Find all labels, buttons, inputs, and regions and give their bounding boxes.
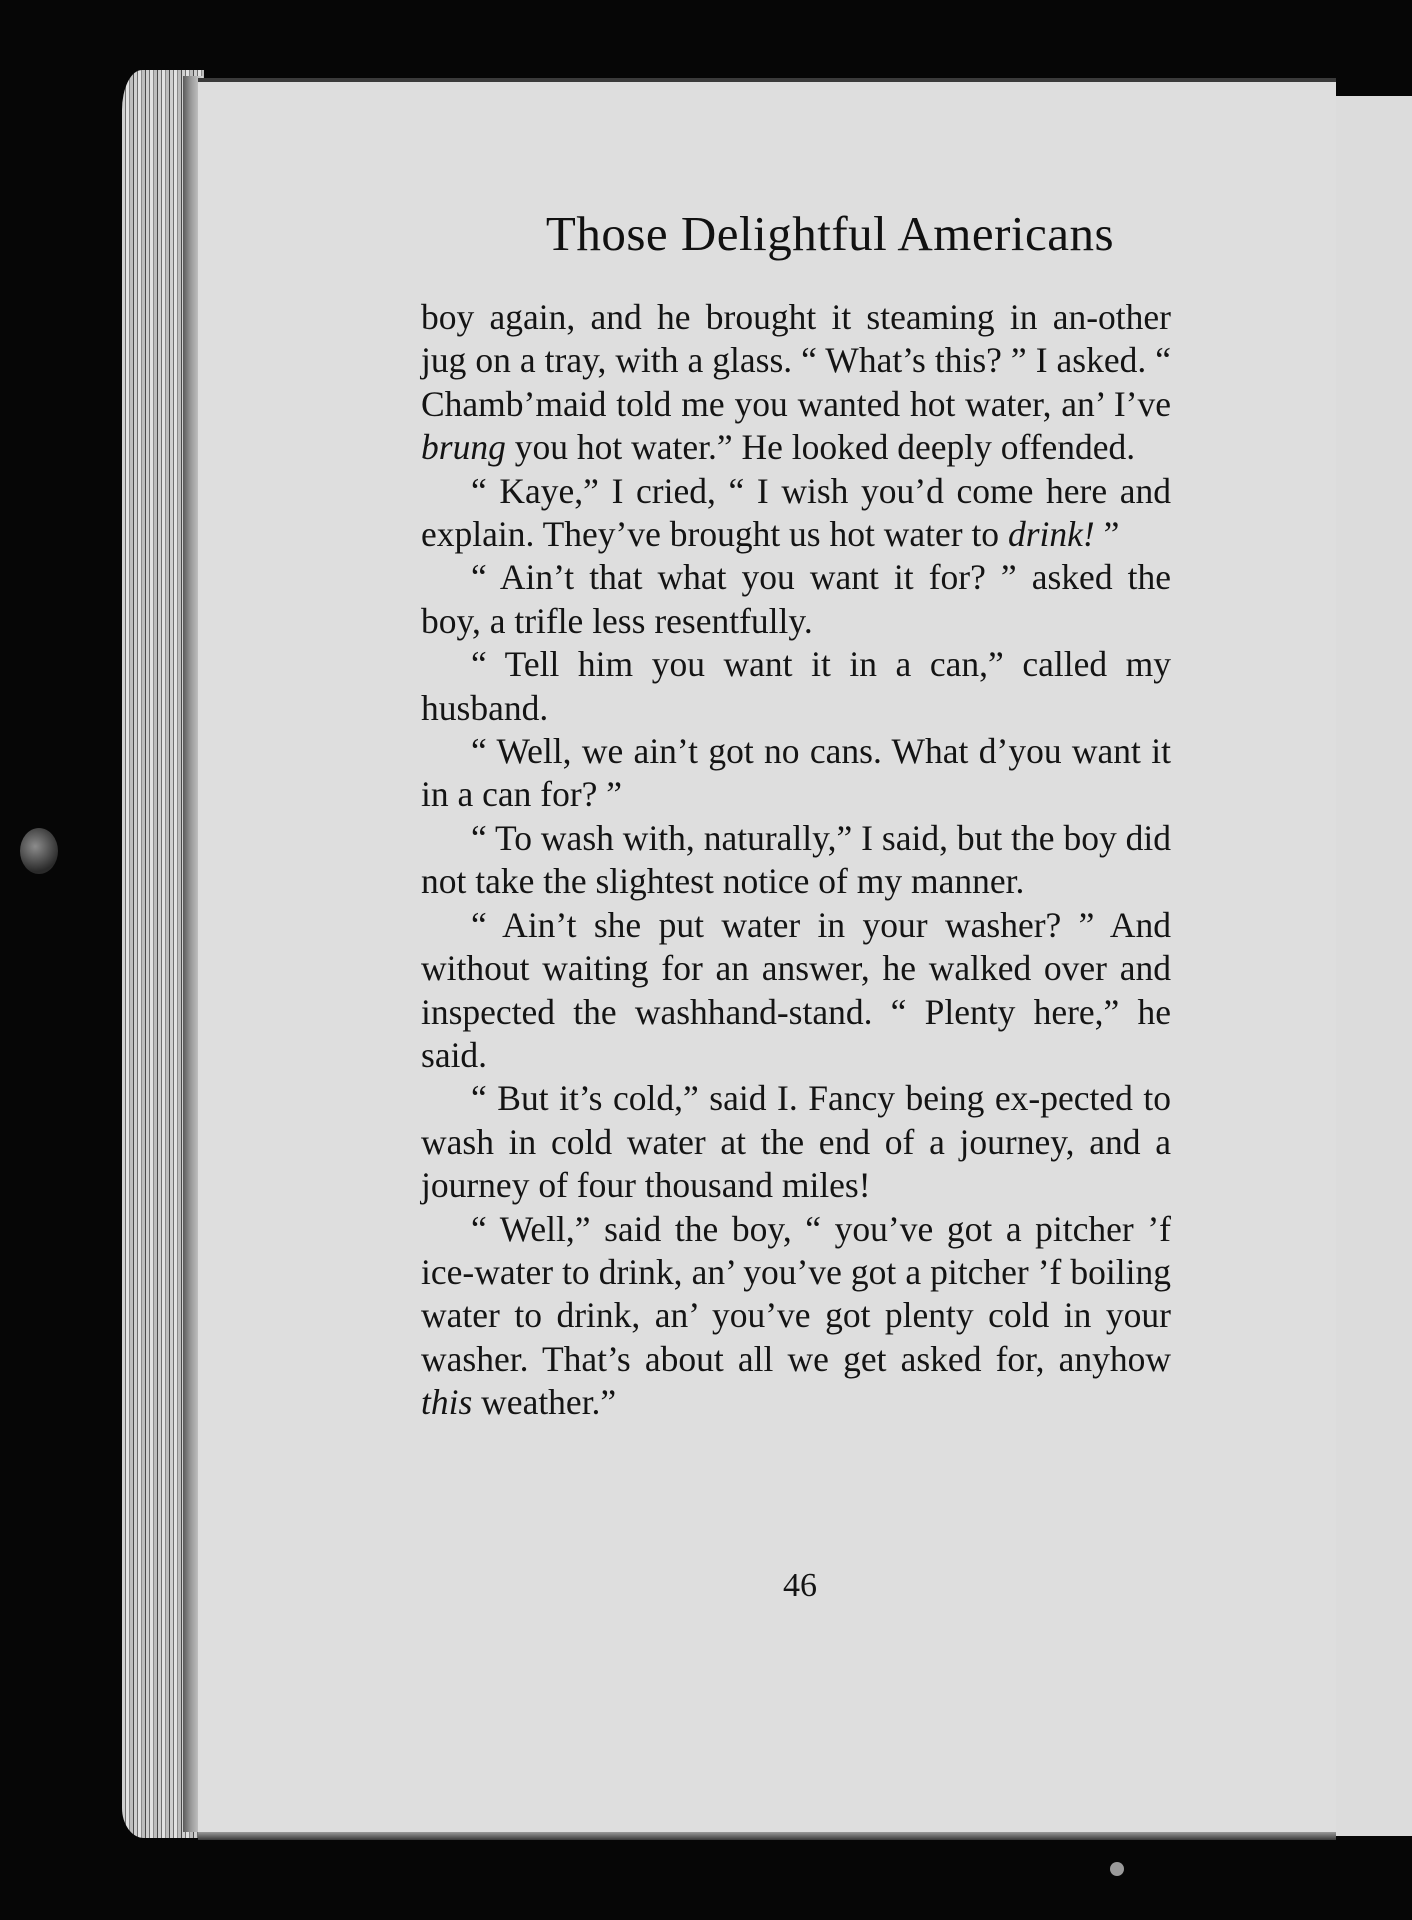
scan-speck [1110, 1862, 1124, 1876]
paragraph: boy again, and he brought it steaming in an-other jug on a tray, with a glass. “ What’s this? ” I asked. “ Chamb’maid told me you wanted hot water, an’ I’ve brung you hot water.” He looked deeply offended. [421, 297, 1171, 468]
paragraph: “ Well,” said the boy, “ you’ve got a pitcher ’f ice-water to drink, an’ you’ve got a pitcher ’f boiling water to drink, an’ you’ve got plenty cold in your washer. That’s about all we get asked for, anyhow this weather.” [421, 1208, 1171, 1423]
facing-page-edge [1336, 96, 1412, 1836]
paragraph: “ Ain’t she put water in your washer? ” And without waiting for an answer, he walked over and inspected the washhand-stand. “ Plenty here,” he said. [421, 904, 1171, 1075]
page-bottom-edge [198, 1832, 1336, 1840]
page-number: 46 [783, 1567, 817, 1604]
paragraph: “ Ain’t that what you want it for? ” asked the boy, a trifle less resentfully. [421, 557, 1171, 641]
paragraph: “ Well, we ain’t got no cans. What d’you want it in a can for? ” [421, 731, 1171, 815]
paragraph: “ Tell him you want it in a can,” called my husband. [421, 644, 1171, 728]
paragraph: “ But it’s cold,” said I. Fancy being ex-pected to wash in cold water at the end of a journey, and a journey of four thousand miles! [421, 1078, 1171, 1206]
paragraph: “ Kaye,” I cried, “ I wish you’d come here and explain. They’ve brought us hot water to drink! ” [421, 470, 1171, 555]
running-head: Those Delightful Americans [545, 206, 1115, 261]
paragraph: “ To wash with, naturally,” I said, but the boy did not take the slightest notice of my manner. [421, 817, 1171, 902]
scan-speck [20, 828, 58, 874]
body-text [421, 296, 1171, 1425]
